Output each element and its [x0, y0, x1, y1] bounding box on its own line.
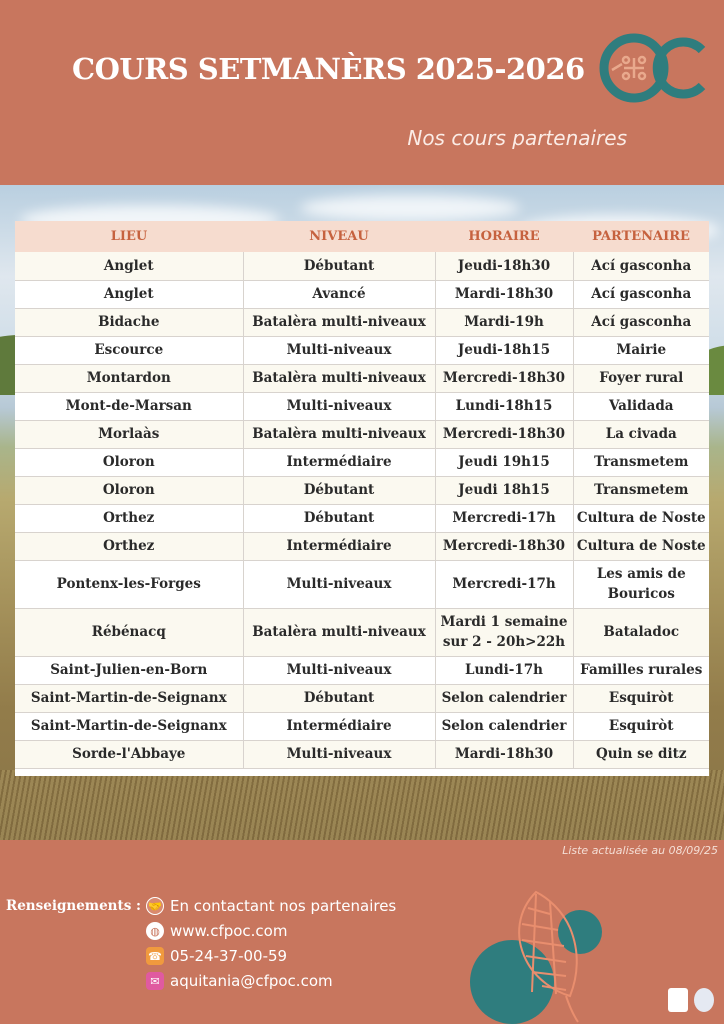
cell-partenaire: Ací gasconha [573, 308, 709, 336]
table-row [15, 364, 709, 392]
cell-horaire: Lundi-18h15 [435, 392, 573, 420]
cell-partenaire: Cultura de Noste [573, 532, 709, 560]
cell-lieu: Oloron [15, 476, 243, 504]
table-row [15, 684, 709, 712]
cell-niveau: Multi-niveaux [243, 392, 435, 420]
cell-lieu: Saint-Martin-de-Seignanx [15, 712, 243, 740]
globe-icon: ◍ [146, 922, 164, 940]
table-row [15, 448, 709, 476]
cell-partenaire: Les amis de Bouricos [573, 560, 709, 608]
cell-niveau: Multi-niveaux [243, 740, 435, 768]
cell-partenaire: La civada [573, 420, 709, 448]
table-row [15, 392, 709, 420]
cell-niveau: Multi-niveaux [243, 656, 435, 684]
table-row [15, 560, 709, 608]
cell-niveau: Avancé [243, 280, 435, 308]
table-row [15, 504, 709, 532]
column-header-niveau: NIVEAU [243, 221, 435, 252]
cell-lieu: Orthez [15, 532, 243, 560]
region-logo [668, 988, 688, 1012]
phone-row[interactable] [146, 945, 287, 967]
cell-horaire: Jeudi 18h15 [435, 476, 573, 504]
cell-lieu: Oloron [15, 448, 243, 476]
cell-partenaire: Familles rurales [573, 656, 709, 684]
page-title: COURS SETMANÈRS 2025-2026 [72, 52, 585, 86]
logo-lettering: ˂ [603, 62, 608, 73]
cell-horaire: Selon calendrier [435, 712, 573, 740]
cell-horaire: Lundi-17h [435, 656, 573, 684]
cell-partenaire: Quin se ditz [573, 740, 709, 768]
website-row[interactable] [146, 920, 287, 942]
courses-table [15, 221, 709, 776]
handshake-icon: 🤝 [146, 897, 164, 915]
column-header-horaire: HORAIRE [435, 221, 573, 252]
page-subtitle: Nos cours partenaires [407, 126, 627, 150]
table-row [15, 532, 709, 560]
cell-niveau: Intermédiaire [243, 712, 435, 740]
cell-partenaire: Cultura de Noste [573, 504, 709, 532]
column-header-partenaire: PARTENAIRE [573, 221, 709, 252]
cell-horaire: Mercredi-17h [435, 504, 573, 532]
cell-partenaire: Mairie [573, 336, 709, 364]
cell-lieu: Escource [15, 336, 243, 364]
cell-lieu: Morlaàs [15, 420, 243, 448]
cell-niveau: Batalèra multi-niveaux [243, 308, 435, 336]
cell-niveau: Batalèra multi-niveaux [243, 420, 435, 448]
cell-niveau: Multi-niveaux [243, 336, 435, 364]
occitan-logo [598, 28, 714, 104]
table-row [15, 608, 709, 656]
cell-partenaire: Foyer rural [573, 364, 709, 392]
cell-partenaire: Ací gasconha [573, 280, 709, 308]
cell-partenaire: Transmetem [573, 476, 709, 504]
cell-niveau: Débutant [243, 684, 435, 712]
table-header-row [15, 221, 709, 252]
cell-horaire: Mardi-18h30 [435, 740, 573, 768]
column-header-lieu: LIEU [15, 221, 243, 252]
cell-partenaire: Esquiròt [573, 684, 709, 712]
cell-partenaire: Ací gasconha [573, 252, 709, 280]
cell-horaire: Mercredi-18h30 [435, 532, 573, 560]
cell-horaire: Mardi-18h30 [435, 280, 573, 308]
cell-lieu: Orthez [15, 504, 243, 532]
cell-lieu: Bidache [15, 308, 243, 336]
cell-lieu: Sorde-l'Abbaye [15, 740, 243, 768]
partner-logo [694, 988, 714, 1012]
cell-lieu: Saint-Martin-de-Seignanx [15, 684, 243, 712]
table-row [15, 308, 709, 336]
table-row [15, 740, 709, 768]
cell-horaire: Jeudi-18h30 [435, 252, 573, 280]
cell-niveau: Intermédiaire [243, 448, 435, 476]
cell-niveau: Débutant [243, 252, 435, 280]
cell-lieu: Anglet [15, 280, 243, 308]
cell-niveau: Débutant [243, 504, 435, 532]
cell-horaire: Mercredi-18h30 [435, 420, 573, 448]
contact-partners-row [146, 895, 396, 917]
cell-partenaire: Bataladoc [573, 608, 709, 656]
table-row [15, 712, 709, 740]
mail-icon: ✉ [146, 972, 164, 990]
cell-niveau: Multi-niveaux [243, 560, 435, 608]
cell-horaire: Jeudi 19h15 [435, 448, 573, 476]
table-row [15, 476, 709, 504]
cell-niveau: Intermédiaire [243, 532, 435, 560]
cell-partenaire: Transmetem [573, 448, 709, 476]
last-updated-note: Liste actualisée au 08/09/25 [562, 844, 718, 857]
cell-horaire: Mardi-19h [435, 308, 573, 336]
cell-horaire: Mercredi-17h [435, 560, 573, 608]
pinecone-illustration [466, 880, 616, 1024]
info-label: Renseignements : [6, 898, 141, 914]
cell-partenaire: Validada [573, 392, 709, 420]
table-row [15, 420, 709, 448]
cell-lieu: Saint-Julien-en-Born [15, 656, 243, 684]
cell-lieu: Anglet [15, 252, 243, 280]
contact-partners-text: En contactant nos partenaires [170, 897, 397, 915]
cell-lieu: Rébénacq [15, 608, 243, 656]
cell-niveau: Batalèra multi-niveaux [243, 364, 435, 392]
cell-horaire: Selon calendrier [435, 684, 573, 712]
website-link[interactable]: www.cfpoc.com [170, 922, 288, 940]
cell-lieu: Mont-de-Marsan [15, 392, 243, 420]
table-row [15, 656, 709, 684]
phone-icon: ☎ [146, 947, 164, 965]
cell-lieu: Montardon [15, 364, 243, 392]
header-band [0, 0, 724, 185]
cell-niveau: Débutant [243, 476, 435, 504]
table-row [15, 336, 709, 364]
cell-lieu: Pontenx-les-Forges [15, 560, 243, 608]
email-row[interactable] [146, 970, 333, 992]
cell-niveau: Batalèra multi-niveaux [243, 608, 435, 656]
table-row [15, 280, 709, 308]
cell-horaire: Mardi 1 semaine sur 2 - 20h>22h [435, 608, 573, 656]
cell-horaire: Mercredi-18h30 [435, 364, 573, 392]
email-address[interactable]: aquitania@cfpoc.com [170, 972, 333, 990]
table-row [15, 252, 709, 280]
cell-horaire: Jeudi-18h15 [435, 336, 573, 364]
sponsor-badges [668, 988, 714, 1012]
phone-number[interactable]: 05-24-37-00-59 [170, 947, 288, 965]
cell-partenaire: Esquiròt [573, 712, 709, 740]
